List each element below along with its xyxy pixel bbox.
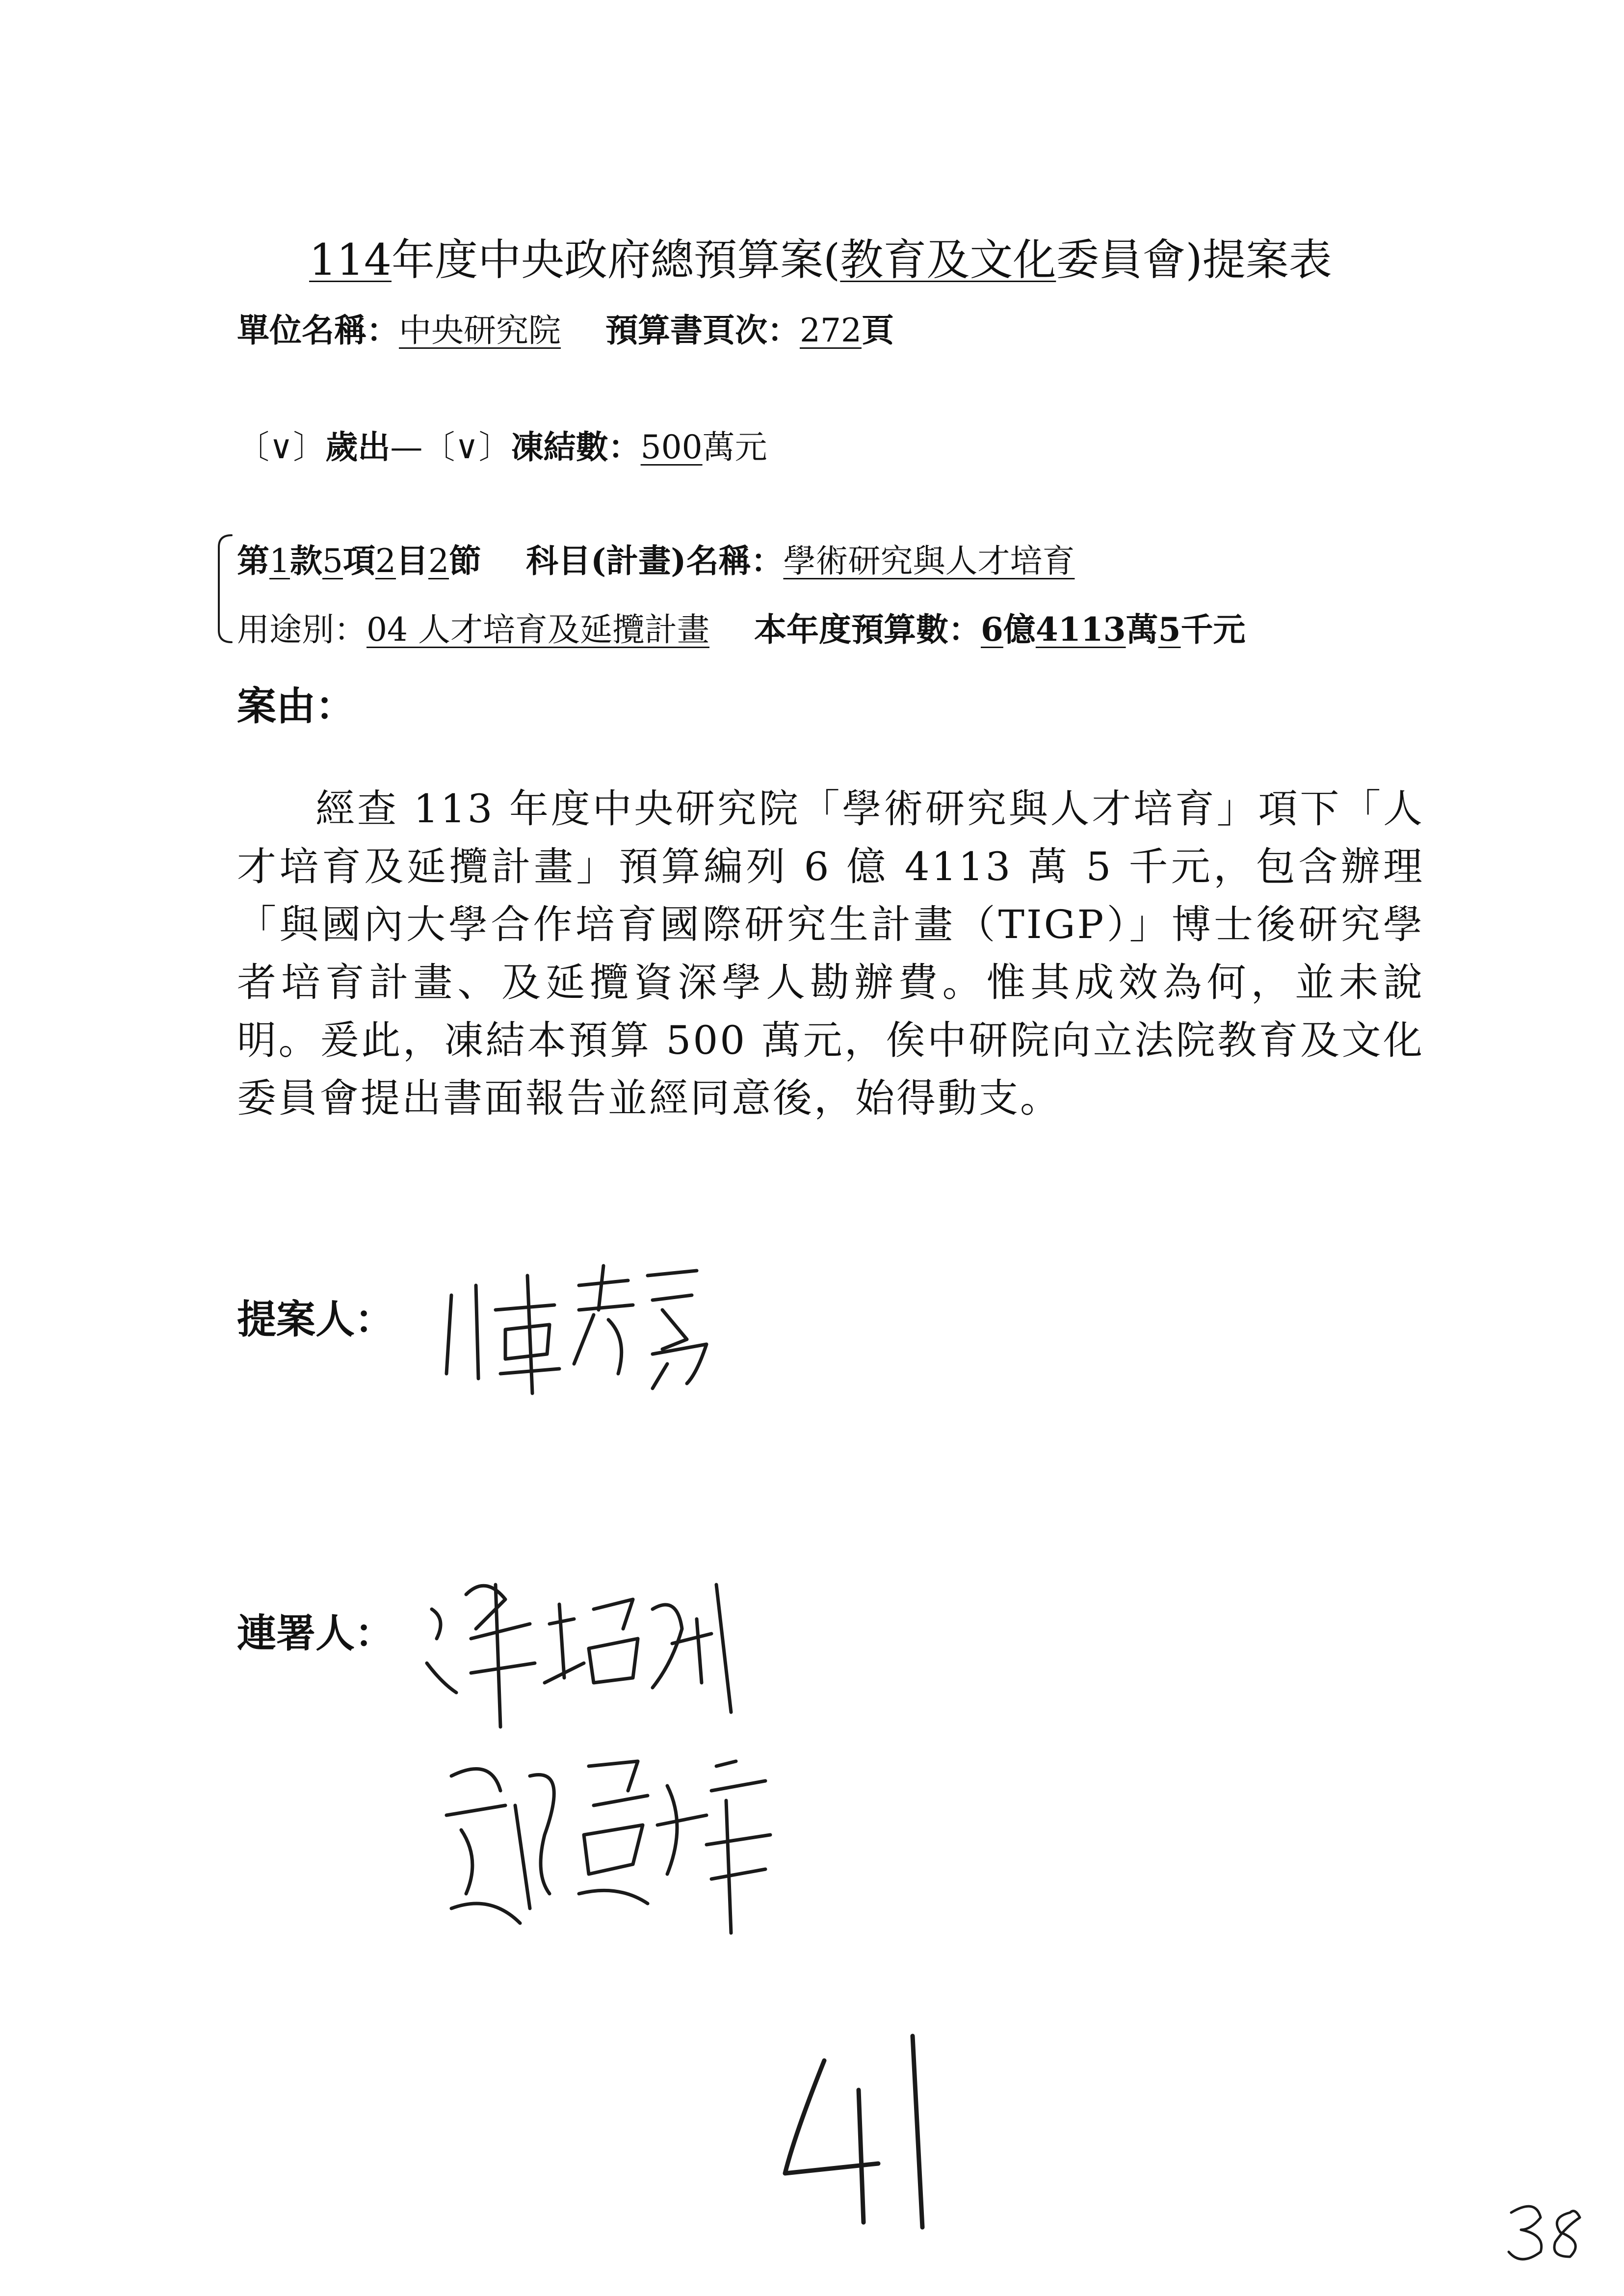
subject-name-label: 科目(計畫)名稱：	[525, 542, 784, 580]
form-title	[309, 226, 1332, 287]
expenditure-label: 歲出	[325, 428, 391, 466]
subject-xiang: 5	[322, 542, 343, 580]
budget-wan-unit: 萬	[1126, 610, 1158, 649]
subject-name-value: 學術研究與人才培育	[783, 542, 1075, 580]
page-label: 預算書頁次：	[605, 311, 800, 349]
title-committee: 教育及文化	[840, 235, 1056, 285]
page-value: 272	[799, 312, 862, 349]
freeze-unit: 萬元	[702, 428, 767, 466]
budget-qian-unit: 千元	[1180, 610, 1246, 649]
use-label: 用途別：	[237, 611, 367, 649]
subject-bracket	[214, 532, 234, 645]
title-after: 委員會)提案表	[1056, 235, 1332, 285]
budget-qian: 5	[1158, 610, 1181, 649]
use-value: 04 人才培育及延攬計畫	[367, 611, 709, 649]
title-year: 114	[309, 235, 392, 285]
unit-label: 單位名稱：	[237, 311, 399, 349]
reason-body: 經查 113 年度中央研究院「學術研究與人才培育」項下「人才培育及延攬計畫」預算編列 6 億 4113 萬 5 千元，包含辦理「與國內大學合作培育國際研究生計畫（TIGP）」博士後研究學者培育計畫、及延攬資深學人勘辦費。惟其成效為何，並未說明。爰此，凍結本預算 500 萬元，俟中研院向立法院教育及文化委員會提出書面報告並經同意後，始得動支。	[237, 786, 1424, 1121]
handwritten-page-number-image	[1501, 2193, 1595, 2267]
freeze-label: 凍結數：	[511, 428, 641, 466]
cosigner-label: 連署人：	[237, 1610, 394, 1656]
freeze-amount: 500	[640, 428, 703, 466]
subject-kuan: 1	[269, 542, 290, 580]
subject-jie: 2	[428, 542, 449, 580]
proposer-label: 提案人：	[237, 1296, 394, 1342]
expenditure-check: 〔∨〕	[237, 428, 326, 466]
subject-jie-label: 目	[396, 542, 428, 580]
budget-yi: 6	[980, 610, 1003, 649]
proposer-signature-image	[432, 1256, 716, 1398]
expenditure-line	[237, 421, 767, 468]
reason-label: 案由：	[237, 683, 355, 729]
handwritten-number-image	[765, 2026, 952, 2232]
subject-mu: 2	[375, 542, 396, 580]
subject-jie-suffix: 節	[449, 542, 481, 580]
budget-wan: 4113	[1035, 610, 1126, 649]
expenditure-dash: —	[390, 428, 423, 466]
use-line	[237, 603, 1246, 650]
subject-kuan-label: 第	[237, 542, 269, 580]
budget-label: 本年度預算數：	[754, 610, 981, 649]
cosigner-signature-1-image	[417, 1565, 760, 1742]
subject-mu-label: 項	[343, 542, 375, 580]
unit-line	[237, 304, 894, 351]
title-before: 年度中央政府總預算案(	[391, 235, 840, 285]
freeze-check: 〔∨〕	[422, 428, 511, 466]
budget-yi-unit: 億	[1003, 610, 1036, 649]
unit-value: 中央研究院	[399, 312, 561, 349]
cosigner-signature-2-image	[432, 1747, 785, 1943]
page-unit: 頁	[861, 311, 894, 349]
subject-line	[237, 535, 1074, 581]
subject-xiang-label: 款	[290, 542, 322, 580]
